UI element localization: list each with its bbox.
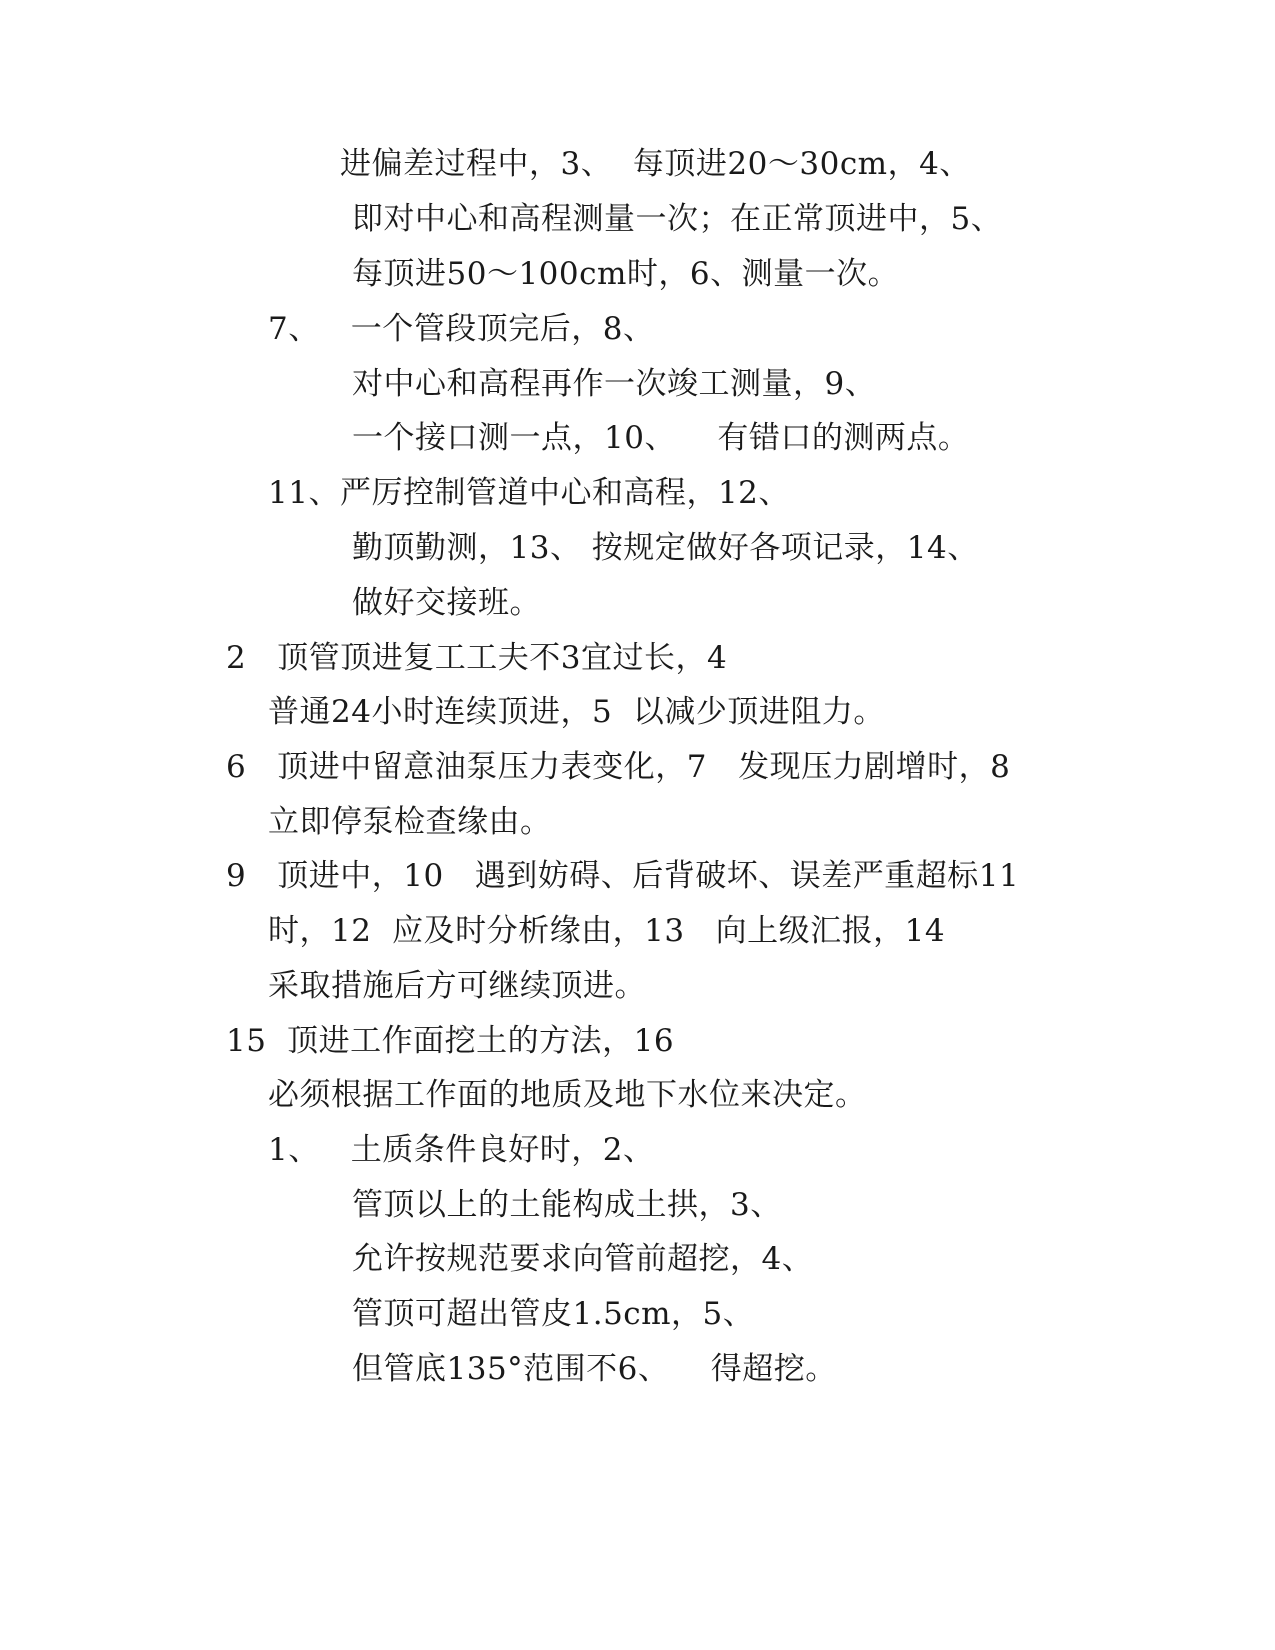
text-line: 允许按规范要求向管前超挖，4、 bbox=[352, 1241, 814, 1277]
text-line: 15 顶进工作面挖土的方法，16 bbox=[226, 1023, 675, 1059]
text-line: 管顶可超出管皮1.5cm，5、 bbox=[352, 1296, 755, 1332]
text-line: 采取措施后方可继续顶进。 bbox=[268, 968, 646, 1004]
text-line: 1、 土质条件良好时，2、 bbox=[268, 1132, 655, 1168]
text-line: 2 顶管顶进复工工夫不3宜过长，4 bbox=[226, 640, 728, 676]
text-line: 进偏差过程中，3、 每顶进20～30cm，4、 bbox=[340, 146, 971, 182]
text-line: 6 顶进中留意油泵压力表变化，7 发现压力剧增时，8 bbox=[226, 749, 1011, 785]
text-line: 11、严厉控制管道中心和高程，12、 bbox=[268, 475, 790, 511]
text-line: 即对中心和高程测量一次；在正常顶进中，5、 bbox=[352, 201, 1003, 237]
text-line: 普通24小时连续顶进，5 以减少顶进阻力。 bbox=[268, 694, 885, 730]
text-line: 但管底135°范围不6、 得超挖。 bbox=[352, 1351, 837, 1387]
text-line: 立即停泵检查缘由。 bbox=[268, 804, 552, 840]
text-line: 9 顶进中，10 遇到妨碍、后背破坏、误差严重超标11 bbox=[226, 858, 1020, 894]
text-line: 对中心和高程再作一次竣工测量，9、 bbox=[352, 366, 877, 402]
text-line: 勤顶勤测，13、 按规定做好各项记录，14、 bbox=[352, 530, 979, 566]
text-line: 必须根据工作面的地质及地下水位来决定。 bbox=[268, 1077, 867, 1113]
text-line: 管顶以上的土能构成土拱，3、 bbox=[352, 1187, 782, 1223]
text-line: 每顶进50～100cm时，6、测量一次。 bbox=[352, 256, 900, 292]
text-line: 做好交接班。 bbox=[352, 585, 541, 621]
text-line: 7、 一个管段顶完后，8、 bbox=[268, 311, 655, 347]
text-line: 一个接口测一点，10、 有错口的测两点。 bbox=[352, 420, 970, 456]
text-line: 时，12 应及时分析缘由，13 向上级汇报，14 bbox=[268, 913, 946, 949]
